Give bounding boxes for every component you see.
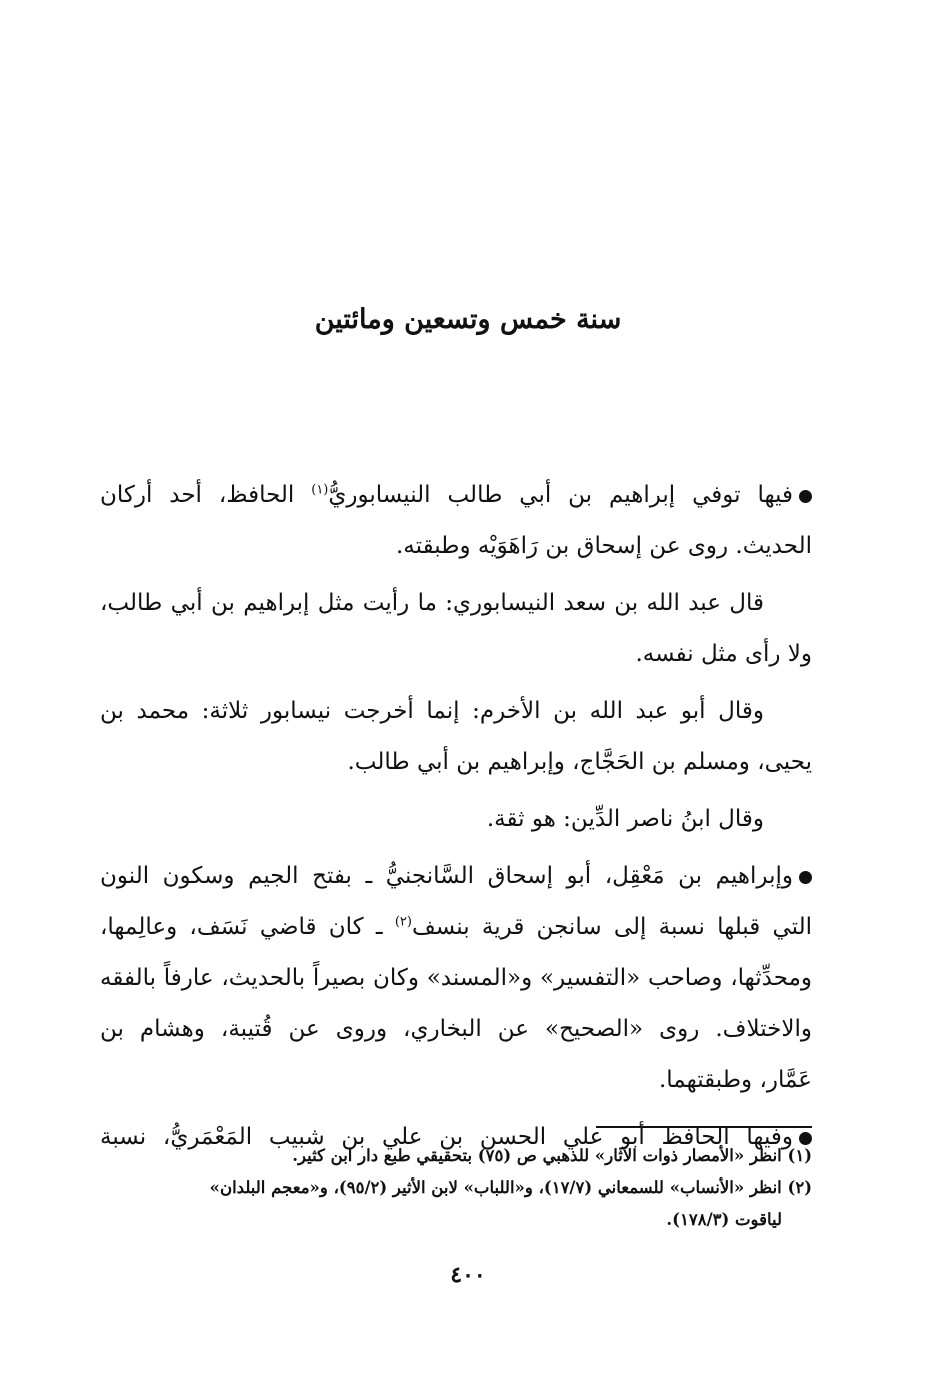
text-line: التي قبلها نسبة إلى سانجن قرية بنسف$^{(٢)}$ ـ كان قاضي نَسَف، وعالِمها، <box>100 914 812 940</box>
text-line: وإبراهيم بن مَعْقِل، أبو إسحاق السَّانجنيُّ ـ بفتح الجيم وسكون النون <box>100 851 812 902</box>
text-line: عَمَّار، وطبقتهما. <box>658 1067 812 1093</box>
text-line: وقال أبو عبد الله بن الأخرم: إنما أخرجت نيسابور ثلاثة: محمد بن <box>100 698 764 724</box>
text-line: وفيها الحافظ أبو علي الحسن بن علي بن شبيب المَعْمَريُّ، نسبة <box>100 1112 812 1163</box>
text-line: فيها توفي إبراهيم بن أبي طالب النيسابوريُّ$^{(١)}$ الحافظ، أحد أركان <box>100 470 812 521</box>
chapter-title: سنة خمس وتسعين ومائتين <box>314 304 622 335</box>
footnote-2: (٢) انظر «الأنساب» للسمعاني (١٧/٧)، و«اللباب» لابن الأثير (٩٥/٢)، و«معجم البلدان» <box>209 1178 812 1197</box>
paragraph-quote-ibn-saad <box>100 578 812 680</box>
paragraph-ibrahim-maqil <box>100 851 812 1106</box>
paragraph-quote-ibn-nasir <box>100 794 812 845</box>
paragraph-quote-ibn-akhram <box>100 686 812 788</box>
text-line: وقال ابنُ ناصر الدِّين: هو ثقة. <box>486 806 764 832</box>
footnotes <box>100 1140 812 1236</box>
paragraph-ibrahim-abi-talib <box>100 470 812 572</box>
text-line: ومحدِّثها، وصاحب «التفسير» و«المسند» وكان بصيراً بالحديث، عارفاً بالفقه <box>100 965 812 991</box>
footnote-ref-1[interactable]: (١) <box>311 482 329 498</box>
main-text <box>100 470 812 1169</box>
text-line: ولا رأى مثل نفسه. <box>635 641 812 667</box>
footnote-1: (١) انظر «الأمصار ذوات الآثار» للذهبي ص (٧٥) بتحقيقي طبع دار ابن كثير. <box>292 1146 812 1165</box>
text-line: قال عبد الله بن سعد النيسابوري: ما رأيت مثل إبراهيم بن أبي طالب، <box>100 590 764 616</box>
bullet-icon <box>799 490 812 503</box>
bullet-icon <box>799 871 812 884</box>
text-line: الحديث. روى عن إسحاق بن رَاهَوَيْه وطبقته. <box>395 533 812 559</box>
page-number: ٤٠٠ <box>450 1262 486 1288</box>
text-line: والاختلاف. روى «الصحيح» عن البخاري، وروى عن قُتيبة، وهشام بن <box>100 1016 812 1042</box>
text-line: يحيى، ومسلم بن الحَجَّاج، وإبراهيم بن أبي طالب. <box>347 749 812 775</box>
footnote-divider <box>596 1126 812 1128</box>
footnote-ref-2[interactable]: (٢) <box>394 914 412 930</box>
footnote-2-continued: لياقوت (١٧٨/٣). <box>666 1210 782 1229</box>
